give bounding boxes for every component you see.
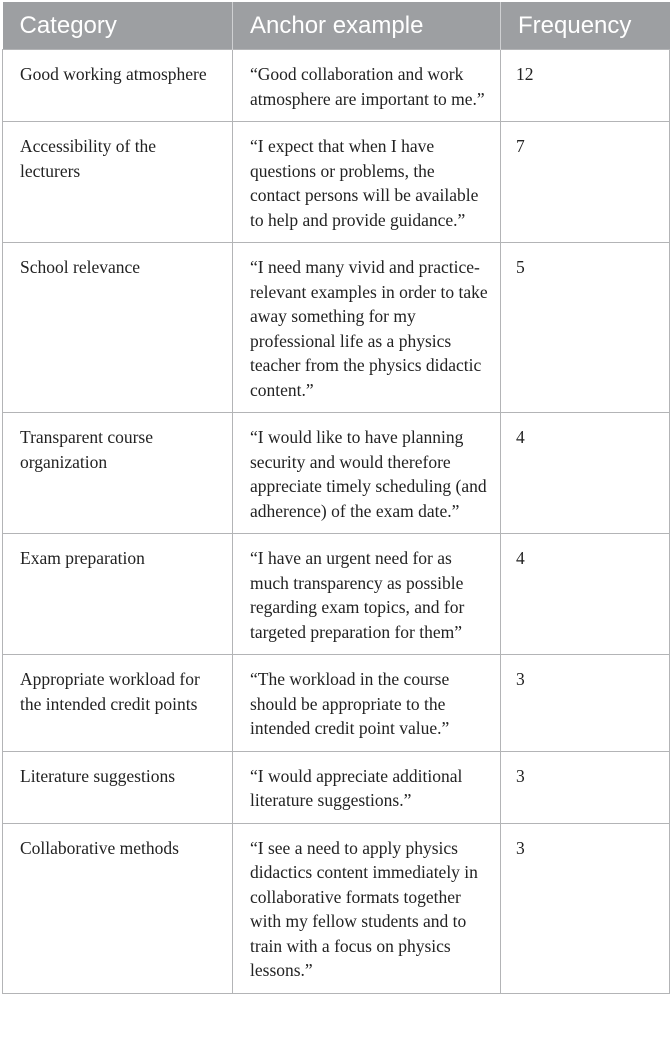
anchor-example-cell: “I see a need to apply physics didactics content immediately in collaborative formats together with my fellow students and to train with a focus on physics lessons.” bbox=[233, 823, 501, 993]
category-cell: Transparent course organization bbox=[3, 413, 233, 534]
anchor-example-cell: “Good collaboration and work atmosphere are important to me.” bbox=[233, 50, 501, 122]
frequency-cell: 5 bbox=[501, 243, 670, 413]
header-row bbox=[3, 2, 670, 50]
table-row bbox=[3, 534, 670, 655]
frequency-cell: 7 bbox=[501, 122, 670, 243]
category-cell: Appropriate workload for the intended credit points bbox=[3, 655, 233, 752]
frequency-cell: 3 bbox=[501, 655, 670, 752]
table-row bbox=[3, 413, 670, 534]
table-row bbox=[3, 655, 670, 752]
table-row bbox=[3, 122, 670, 243]
header-frequency: Frequency bbox=[501, 2, 670, 50]
frequency-cell: 3 bbox=[501, 823, 670, 993]
table-body bbox=[3, 50, 670, 994]
table-row bbox=[3, 243, 670, 413]
frequency-cell: 3 bbox=[501, 751, 670, 823]
anchor-example-cell: “The workload in the course should be appropriate to the intended credit point value.” bbox=[233, 655, 501, 752]
anchor-example-cell: “I expect that when I have questions or problems, the contact persons will be available to help and provide guidance.” bbox=[233, 122, 501, 243]
header-anchor-example: Anchor example bbox=[233, 2, 501, 50]
anchor-example-cell: “I have an urgent need for as much transparency as possible regarding exam topics, and for targeted preparation for them” bbox=[233, 534, 501, 655]
frequency-cell: 4 bbox=[501, 534, 670, 655]
frequency-cell: 4 bbox=[501, 413, 670, 534]
header-category: Category bbox=[3, 2, 233, 50]
category-cell: Good working atmosphere bbox=[3, 50, 233, 122]
category-cell: Collaborative methods bbox=[3, 823, 233, 993]
category-cell: Accessibility of the lecturers bbox=[3, 122, 233, 243]
table-header bbox=[3, 2, 670, 50]
anchor-example-cell: “I would appreciate additional literature suggestions.” bbox=[233, 751, 501, 823]
data-table bbox=[2, 2, 670, 994]
category-cell: Literature suggestions bbox=[3, 751, 233, 823]
table-row bbox=[3, 50, 670, 122]
category-cell: School relevance bbox=[3, 243, 233, 413]
anchor-example-cell: “I need many vivid and practice-relevant examples in order to take away something for my professional life as a physics teacher from the physics didactic content.” bbox=[233, 243, 501, 413]
table-row bbox=[3, 751, 670, 823]
category-cell: Exam preparation bbox=[3, 534, 233, 655]
table-row bbox=[3, 823, 670, 993]
frequency-cell: 12 bbox=[501, 50, 670, 122]
anchor-example-cell: “I would like to have planning security and would therefore appreciate timely scheduling (and adherence) of the exam date.” bbox=[233, 413, 501, 534]
